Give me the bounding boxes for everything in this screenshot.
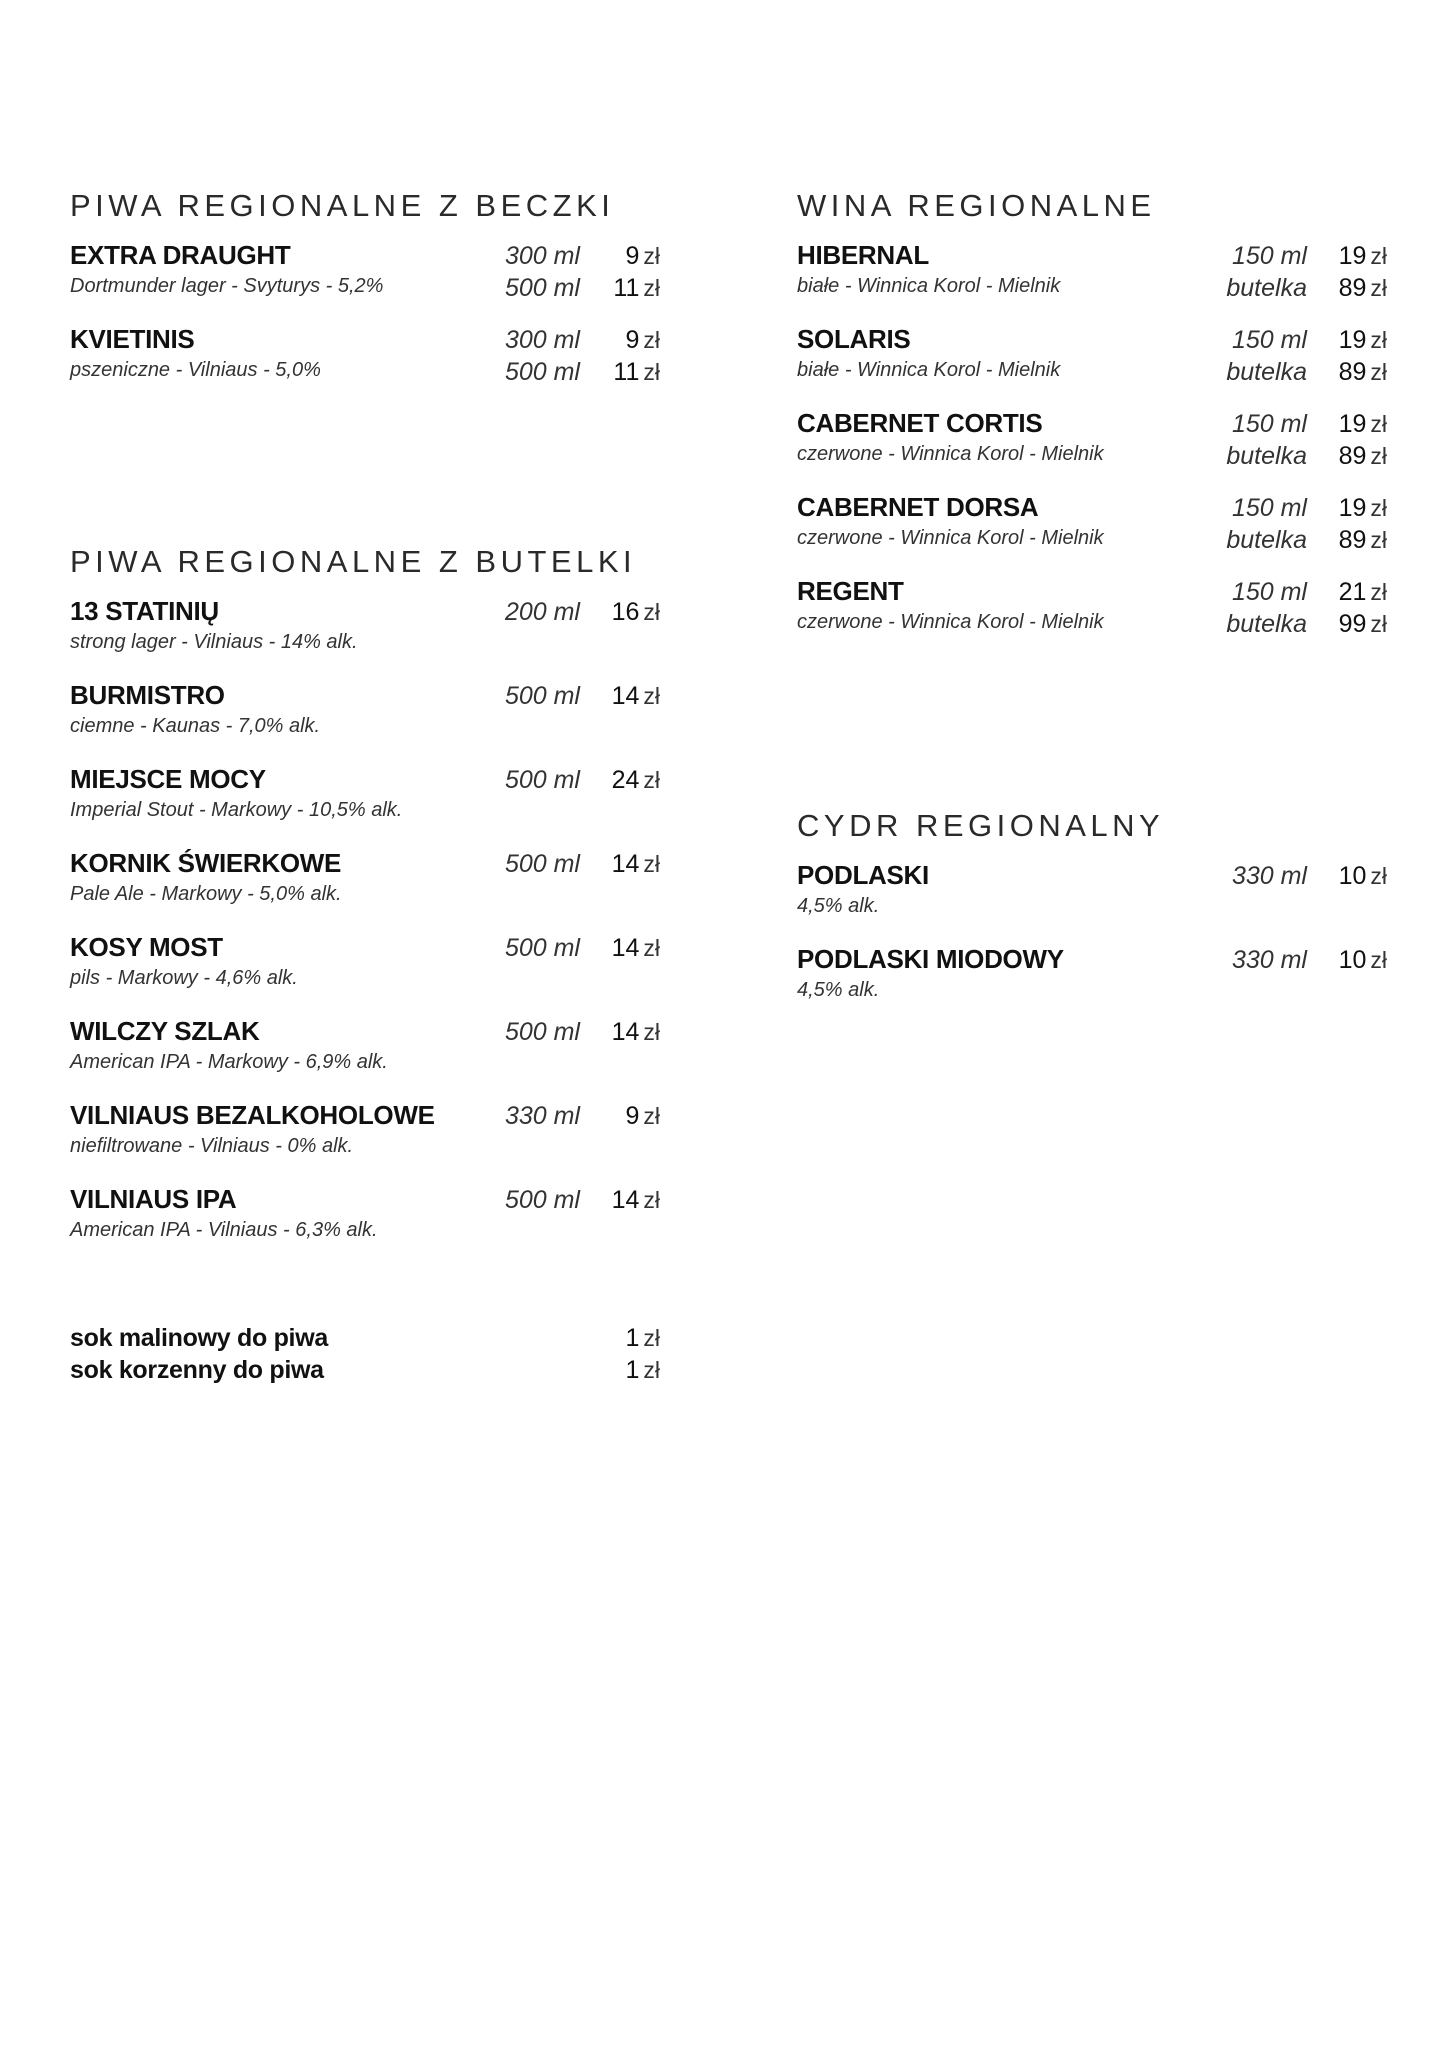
menu-item xyxy=(70,930,660,1014)
item-description: białe - Winnica Korol - Mielnik xyxy=(797,359,1061,381)
price-value: 1 xyxy=(625,1356,640,1384)
menu-item xyxy=(797,490,1387,574)
item-price xyxy=(1339,272,1387,304)
item-price xyxy=(1339,860,1387,892)
price-value: 19 xyxy=(1338,326,1367,354)
price-row xyxy=(797,576,1387,608)
item-description: Dortmunder lager - Svyturys - 5,2% xyxy=(70,275,384,297)
currency: zł xyxy=(1370,327,1387,353)
currency: zł xyxy=(643,275,660,301)
section-title: CYDR REGIONALNY xyxy=(797,808,1165,843)
currency: zł xyxy=(643,599,660,625)
price-value: 11 xyxy=(613,358,640,386)
price-value: 11 xyxy=(613,274,640,302)
item-price xyxy=(612,596,660,628)
item-description: białe - Winnica Korol - Mielnik xyxy=(797,275,1061,297)
item-description: czerwone - Winnica Korol - Mielnik xyxy=(797,611,1104,633)
price-row xyxy=(70,272,660,304)
price-value: 89 xyxy=(1338,442,1367,470)
menu-item xyxy=(70,322,660,406)
item-price xyxy=(612,764,660,796)
item-description: czerwone - Winnica Korol - Mielnik xyxy=(797,443,1104,465)
currency: zł xyxy=(1370,411,1387,437)
item-volume: 500 ml xyxy=(504,682,580,710)
price-row xyxy=(70,240,660,272)
item-price xyxy=(1339,492,1387,524)
item-description: Imperial Stout - Markowy - 10,5% alk. xyxy=(70,799,403,821)
item-price xyxy=(1339,324,1387,356)
currency: zł xyxy=(643,243,660,269)
price-row xyxy=(70,356,660,388)
section-title: PIWA REGIONALNE Z BUTELKI xyxy=(70,544,637,579)
price-value: 89 xyxy=(1338,526,1367,554)
currency: zł xyxy=(1370,947,1387,973)
item-volume: butelka xyxy=(1226,274,1307,302)
price-value: 14 xyxy=(611,682,640,710)
item-price xyxy=(625,1100,660,1132)
price-row xyxy=(797,944,1387,976)
price-row xyxy=(70,680,660,712)
price-value: 14 xyxy=(611,1018,640,1046)
item-description: niefiltrowane - Vilniaus - 0% alk. xyxy=(70,1135,354,1157)
price-row xyxy=(797,324,1387,356)
item-volume: butelka xyxy=(1226,358,1307,386)
item-volume: 200 ml xyxy=(504,598,580,626)
item-volume: 500 ml xyxy=(504,850,580,878)
item-volume: 500 ml xyxy=(504,358,580,386)
item-price xyxy=(625,1354,660,1386)
price-row xyxy=(797,240,1387,272)
currency: zł xyxy=(1370,527,1387,553)
item-volume: 330 ml xyxy=(1231,946,1307,974)
menu-item xyxy=(70,846,660,930)
item-volume: 300 ml xyxy=(504,242,580,270)
item-price xyxy=(612,1184,660,1216)
menu-item xyxy=(70,1014,660,1098)
item-volume: 330 ml xyxy=(504,1102,580,1130)
price-value: 21 xyxy=(1338,578,1367,606)
currency: zł xyxy=(643,683,660,709)
price-row xyxy=(70,596,660,628)
price-row xyxy=(70,1016,660,1048)
price-value: 24 xyxy=(611,766,640,794)
menu-item xyxy=(797,942,1387,1026)
item-volume: 150 ml xyxy=(1231,494,1307,522)
item-name: KVIETINIS xyxy=(70,324,195,354)
item-description: Pale Ale - Markowy - 5,0% alk. xyxy=(70,883,342,905)
item-name: 13 STATINIŲ xyxy=(70,596,219,626)
price-value: 16 xyxy=(611,598,640,626)
currency: zł xyxy=(643,1187,660,1213)
item-volume: 150 ml xyxy=(1231,326,1307,354)
currency: zł xyxy=(1370,243,1387,269)
menu-item xyxy=(797,858,1387,942)
item-price xyxy=(625,324,660,356)
price-value: 9 xyxy=(625,1102,640,1130)
item-name: KOSY MOST xyxy=(70,932,223,962)
menu-item xyxy=(797,322,1387,406)
currency: zł xyxy=(1370,863,1387,889)
item-description: American IPA - Vilniaus - 6,3% alk. xyxy=(70,1219,378,1241)
price-value: 1 xyxy=(625,1324,640,1352)
currency: zł xyxy=(1370,495,1387,521)
item-price xyxy=(1339,356,1387,388)
price-row xyxy=(797,608,1387,640)
section-cider xyxy=(797,806,1387,1026)
item-volume: 150 ml xyxy=(1231,242,1307,270)
left-column xyxy=(70,186,660,1266)
price-value: 19 xyxy=(1338,410,1367,438)
currency: zł xyxy=(643,1019,660,1045)
item-description: 4,5% alk. xyxy=(797,979,880,1001)
item-price xyxy=(612,848,660,880)
currency: zł xyxy=(643,1357,660,1383)
item-volume: butelka xyxy=(1226,442,1307,470)
item-volume: butelka xyxy=(1226,610,1307,638)
section-title: WINA REGIONALNE xyxy=(797,188,1156,223)
price-row xyxy=(797,356,1387,388)
item-name: CABERNET DORSA xyxy=(797,492,1039,522)
item-price xyxy=(613,272,660,304)
item-name: MIEJSCE MOCY xyxy=(70,764,266,794)
price-row xyxy=(797,524,1387,556)
item-name: PODLASKI xyxy=(797,860,929,890)
price-value: 89 xyxy=(1338,358,1367,386)
currency: zł xyxy=(1370,359,1387,385)
right-column xyxy=(797,186,1387,1026)
extras-list xyxy=(70,1322,660,1386)
extra-item xyxy=(70,1322,660,1354)
menu-item xyxy=(70,1098,660,1182)
price-value: 19 xyxy=(1338,494,1367,522)
item-name: VILNIAUS BEZALKOHOLOWE xyxy=(70,1100,435,1130)
menu-item xyxy=(70,594,660,678)
section-title: PIWA REGIONALNE Z BECZKI xyxy=(70,188,615,223)
item-price xyxy=(612,1016,660,1048)
item-description: 4,5% alk. xyxy=(797,895,880,917)
price-row xyxy=(70,1184,660,1216)
item-volume: 500 ml xyxy=(504,766,580,794)
price-row xyxy=(70,764,660,796)
item-volume: 150 ml xyxy=(1231,578,1307,606)
item-name: SOLARIS xyxy=(797,324,911,354)
price-row xyxy=(797,408,1387,440)
price-value: 10 xyxy=(1338,946,1367,974)
section-draught-beer xyxy=(70,186,660,406)
price-value: 14 xyxy=(611,1186,640,1214)
item-volume: 500 ml xyxy=(504,1018,580,1046)
section-bottled-beer xyxy=(70,542,660,1266)
currency: zł xyxy=(1370,275,1387,301)
price-value: 9 xyxy=(625,242,640,270)
menu-item xyxy=(70,238,660,322)
item-description: czerwone - Winnica Korol - Mielnik xyxy=(797,527,1104,549)
currency: zł xyxy=(643,1103,660,1129)
item-description: strong lager - Vilniaus - 14% alk. xyxy=(70,631,358,653)
item-description: pils - Markowy - 4,6% alk. xyxy=(70,967,298,989)
menu-item xyxy=(70,678,660,762)
item-volume: 330 ml xyxy=(1231,862,1307,890)
item-volume: butelka xyxy=(1226,526,1307,554)
item-volume: 150 ml xyxy=(1231,410,1307,438)
price-value: 14 xyxy=(611,850,640,878)
price-value: 99 xyxy=(1338,610,1367,638)
item-volume: 500 ml xyxy=(504,274,580,302)
price-row xyxy=(797,272,1387,304)
currency: zł xyxy=(1370,579,1387,605)
currency: zł xyxy=(643,935,660,961)
currency: zł xyxy=(643,359,660,385)
item-description: American IPA - Markowy - 6,9% alk. xyxy=(70,1051,388,1073)
currency: zł xyxy=(1370,611,1387,637)
item-price xyxy=(612,680,660,712)
extra-item xyxy=(70,1354,660,1386)
currency: zł xyxy=(643,327,660,353)
item-price xyxy=(1339,944,1387,976)
item-name: EXTRA DRAUGHT xyxy=(70,240,291,270)
item-volume: 500 ml xyxy=(504,934,580,962)
item-description: ciemne - Kaunas - 7,0% alk. xyxy=(70,715,321,737)
price-row xyxy=(70,932,660,964)
item-name: REGENT xyxy=(797,576,904,606)
price-row xyxy=(70,848,660,880)
item-price xyxy=(1339,608,1387,640)
menu-item xyxy=(70,1182,660,1266)
item-description: pszeniczne - Vilniaus - 5,0% xyxy=(70,359,321,381)
item-volume: 500 ml xyxy=(504,1186,580,1214)
item-price xyxy=(1339,240,1387,272)
price-value: 89 xyxy=(1338,274,1367,302)
extra-name: sok korzenny do piwa xyxy=(70,1356,324,1384)
item-price xyxy=(625,1322,660,1354)
price-row xyxy=(797,492,1387,524)
menu-item xyxy=(70,762,660,846)
item-name: BURMISTRO xyxy=(70,680,225,710)
item-price xyxy=(1339,524,1387,556)
currency: zł xyxy=(643,1325,660,1351)
item-name: KORNIK ŚWIERKOWE xyxy=(70,848,342,878)
item-name: VILNIAUS IPA xyxy=(70,1184,237,1214)
item-price xyxy=(1339,408,1387,440)
item-price xyxy=(1339,576,1387,608)
section-wine xyxy=(797,186,1387,658)
menu-item xyxy=(797,574,1387,658)
item-name: CABERNET CORTIS xyxy=(797,408,1043,438)
price-row xyxy=(70,1100,660,1132)
price-row xyxy=(797,440,1387,472)
price-value: 9 xyxy=(625,326,640,354)
menu-item xyxy=(797,406,1387,490)
item-name: WILCZY SZLAK xyxy=(70,1016,260,1046)
item-name: HIBERNAL xyxy=(797,240,929,270)
item-name: PODLASKI MIODOWY xyxy=(797,944,1064,974)
price-row xyxy=(797,860,1387,892)
price-value: 14 xyxy=(611,934,640,962)
price-value: 10 xyxy=(1338,862,1367,890)
price-row xyxy=(70,324,660,356)
currency: zł xyxy=(643,851,660,877)
item-volume: 300 ml xyxy=(504,326,580,354)
item-price xyxy=(625,240,660,272)
price-value: 19 xyxy=(1338,242,1367,270)
menu-item xyxy=(797,238,1387,322)
item-price xyxy=(613,356,660,388)
currency: zł xyxy=(643,767,660,793)
currency: zł xyxy=(1370,443,1387,469)
extra-name: sok malinowy do piwa xyxy=(70,1324,328,1352)
item-price xyxy=(1339,440,1387,472)
item-price xyxy=(612,932,660,964)
